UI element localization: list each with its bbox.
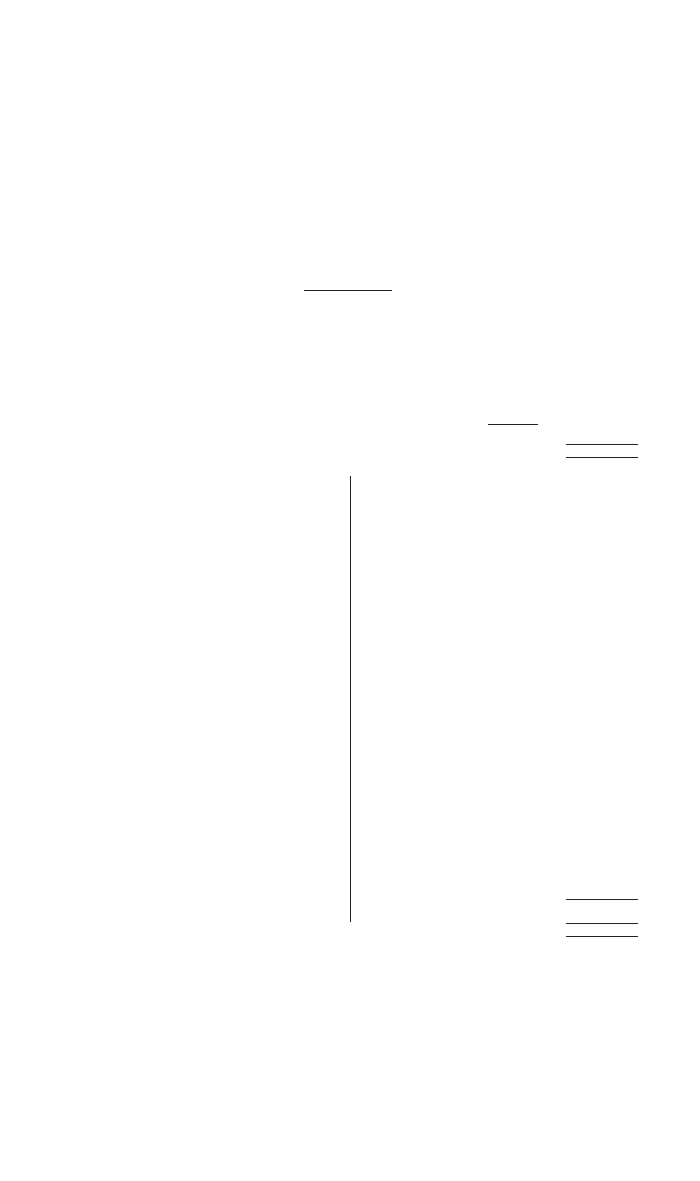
debit-subtotal-rule (488, 424, 538, 425)
credit-total-rule-top (566, 899, 638, 900)
debit-total-rule-top (566, 444, 638, 445)
debit-total-rule-bottom (566, 457, 638, 458)
credit-total-rule-bottom (566, 936, 638, 937)
column-divider (350, 476, 351, 922)
section-divider (304, 290, 392, 291)
credit-total-rule-middle (566, 923, 638, 924)
